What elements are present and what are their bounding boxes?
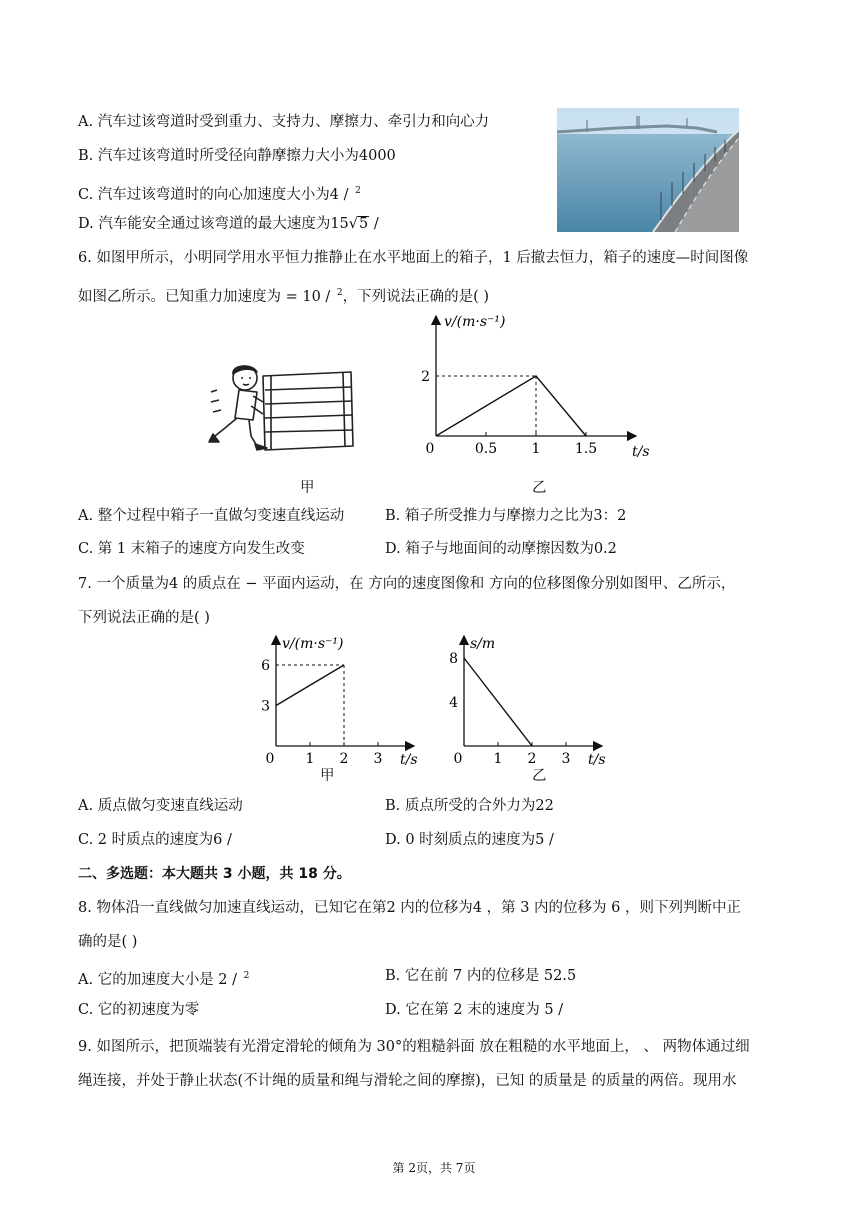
q5-option-c: C. 汽车过该弯道时的向心加速度大小为4 / $^2$ [78,186,361,203]
x-tick-label: 3 [373,751,383,767]
q8-stem-line2: 确的是( ) [78,934,138,950]
y-tick-label: 3 [261,698,270,715]
x-axis-label: t/s [632,444,650,460]
q7-option-c: C. 2 时质点的速度为6 / [78,832,232,848]
q5-option-a: A. 汽车过该弯道时受到重力、支持力、摩擦力、牵引力和向心力 [78,114,490,130]
x-tick-label: 3 [561,751,571,767]
q8-option-b: B. 它在前 7 内的位移是 52.5 [385,968,577,984]
q6-figure-left-caption: 甲 [300,480,315,496]
bridge-photo [557,108,739,232]
x-tick-label: 1 [493,751,503,767]
q6-option-b: B. 箱子所受推力与摩擦力之比为3：2 [385,508,627,524]
sqrt-symbol: √ [348,216,359,232]
q7-stem-line2: 下列说法正确的是( ) [78,610,210,626]
q5-option-d: D. 汽车能安全通过该弯道的最大速度为15√5 / [78,216,379,232]
x-tick-label: 2 [339,751,349,767]
q7-vt-chart [252,630,427,770]
section-title-multiple-choice: 二、多选题：本大题共 3 小题，共 18 分。 [78,866,351,882]
q7-option-a: A. 质点做匀变速直线运动 [78,798,243,814]
y-tick-label: 2 [421,369,430,385]
x-axis-label: t/s [588,752,606,768]
y-tick-label: 8 [449,651,458,667]
y-axis-label: v/(m·s⁻¹) [444,314,506,330]
q8-stem-line1: 8. 物体沿一直线做匀加速直线运动，已知它在第2 内的位移为4 ，第 3 内的位移为 6 ，则下列判断中正 [78,900,741,916]
q7-figure-right-caption: 乙 [532,768,547,784]
q9-stem-line1: 9. 如图所示，把顶端装有光滑定滑轮的倾角为 30°的粗糙斜面 放在粗糙的水平地面上， 、 两物体通过细 [78,1039,750,1055]
q6-stem-line1: 6. 如图甲所示，小明同学用水平恒力推静止在水平地面上的箱子，1 后撤去恒力，箱子的速度—时间图像 [78,250,749,266]
series-line [276,665,344,706]
y-axis-label: s/m [470,636,496,652]
x-tick-label: 0.5 [474,441,498,457]
series-line [464,658,532,746]
q6-figure-right-caption: 乙 [532,480,547,496]
q6-stem-line2: 如图乙所示。已知重力加速度为 = 10 / $^2$，下列说法正确的是( ) [78,288,490,305]
y-axis-label: v/(m·s⁻¹) [282,636,344,652]
q7-option-b: B. 质点所受的合外力为22 [385,798,554,814]
q8-option-a: A. 它的加速度大小是 2 / $^2$ [78,971,250,988]
q7-option-d: D. 0 时刻质点的速度为5 / [385,832,554,848]
q5-option-b: B. 汽车过该弯道时所受径向静摩擦力大小为4000 [78,148,396,164]
q7-figure-left-caption: 甲 [320,768,335,784]
q8-option-d: D. 它在第 2 末的速度为 5 / [385,1002,564,1018]
q6-vt-chart [408,308,668,466]
x-tick-label: 0 [425,441,435,457]
y-tick-label: 6 [261,658,270,674]
q6-option-d: D. 箱子与地面间的动摩擦因数为0.2 [385,541,617,557]
y-tick-label: 4 [449,695,458,711]
page-footer: 第 2页，共 7页 [392,1161,476,1175]
x-tick-label: 1 [305,751,315,767]
x-tick-label: 2 [527,751,537,767]
series-line [436,376,586,436]
q6-option-c: C. 第 1 末箱子的速度方向发生改变 [78,541,305,557]
q7-stem-line1: 7. 一个质量为4 的质点在 − 平面内运动，在 方向的速度图像和 方向的位移图像分别如图甲、乙所示， [78,576,736,592]
q7-st-chart [440,630,615,770]
boy-pushing-crate-figure [205,362,363,454]
x-axis-label: t/s [400,752,418,768]
x-tick-label: 0 [265,751,275,767]
x-tick-label: 0 [453,751,463,767]
q6-option-a: A. 整个过程中箱子一直做匀变速直线运动 [78,508,345,524]
q8-option-c: C. 它的初速度为零 [78,1002,200,1018]
q9-stem-line2: 绳连接，并处于静止状态(不计绳的质量和绳与滑轮之间的摩擦)，已知 的质量是 的质量的两倍。现用水 [78,1073,737,1089]
x-tick-label: 1.5 [574,441,598,457]
x-tick-label: 1 [531,441,541,457]
